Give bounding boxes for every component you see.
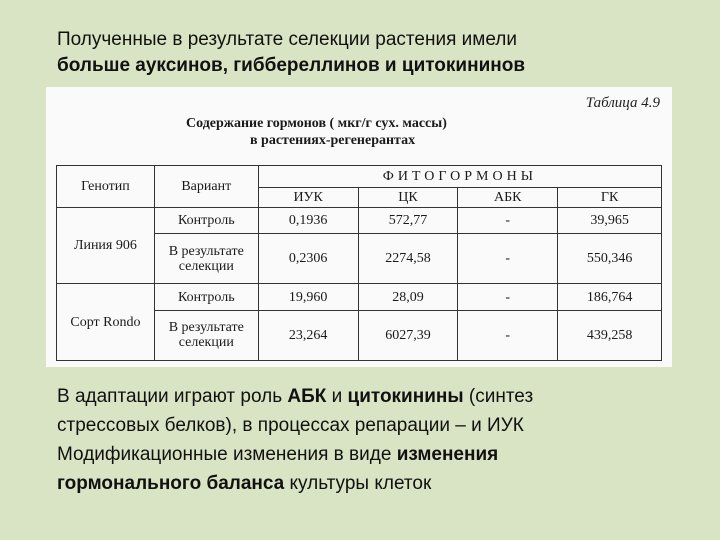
body-line-2: стрессовых белков), в процессах репарации – и ИУК [57, 415, 524, 436]
text-run: Модификационные изменения в виде [57, 444, 397, 465]
value-cell: 2274,58 [358, 234, 458, 284]
slide-heading [57, 27, 677, 79]
table-number: Таблица 4.9 [585, 95, 660, 111]
header-ck: ЦК [358, 188, 458, 208]
header-iuk: ИУК [258, 188, 358, 208]
text-run: культуры клеток [284, 473, 432, 494]
text-run: В адаптации играют роль [57, 386, 288, 407]
value-cell: 0,1936 [258, 208, 358, 234]
value-cell: - [458, 284, 558, 310]
value-cell: 550,346 [558, 234, 662, 284]
value-cell: 572,77 [358, 208, 458, 234]
value-cell: 6027,39 [358, 310, 458, 360]
hormone-table [56, 165, 662, 361]
table-row [57, 284, 662, 310]
value-cell: 23,264 [258, 310, 358, 360]
caption-line-1: Содержание гормонов ( мкг/г сух. массы) [186, 116, 447, 131]
value-cell: - [458, 208, 558, 234]
heading-line-1: Полученные в результате селекции растения имели [57, 29, 517, 50]
caption-line-2: в растениях-регенерантах [250, 133, 416, 148]
scanned-table-image [46, 87, 672, 367]
variant-cell: В результате селекции [154, 234, 258, 284]
value-cell: 28,09 [358, 284, 458, 310]
value-cell: 0,2306 [258, 234, 358, 284]
text-run-bold: цитокинины [347, 386, 464, 407]
header-variant: Вариант [154, 166, 258, 208]
body-line-3 [57, 440, 687, 469]
body-line-4 [57, 469, 687, 498]
text-run-bold: гормонального баланса [57, 473, 285, 494]
text-run-bold: изменения [396, 444, 499, 465]
value-cell: - [458, 310, 558, 360]
header-gk: ГК [558, 188, 662, 208]
header-phytohormones: ФИТОГОРМОНЫ [258, 166, 661, 188]
genotype-cell: Сорт Rondo [57, 284, 155, 361]
text-run: и [326, 386, 348, 407]
header-abk: АБК [458, 188, 558, 208]
value-cell: 439,258 [558, 310, 662, 360]
genotype-cell: Линия 906 [57, 208, 155, 284]
value-cell: 19,960 [258, 284, 358, 310]
variant-cell: Контроль [154, 284, 258, 310]
table-caption [186, 115, 546, 149]
body-line-1 [57, 382, 687, 411]
variant-cell: Контроль [154, 208, 258, 234]
header-genotype: Генотип [57, 166, 155, 208]
heading-line-2: больше ауксинов, гиббереллинов и цитокининов [57, 55, 526, 76]
text-run-bold: АБК [287, 386, 327, 407]
value-cell: 39,965 [558, 208, 662, 234]
text-run: (синтез [463, 386, 534, 407]
value-cell: - [458, 234, 558, 284]
variant-cell: В результате селекции [154, 310, 258, 360]
value-cell: 186,764 [558, 284, 662, 310]
table-row [57, 208, 662, 234]
body-text [57, 382, 687, 498]
